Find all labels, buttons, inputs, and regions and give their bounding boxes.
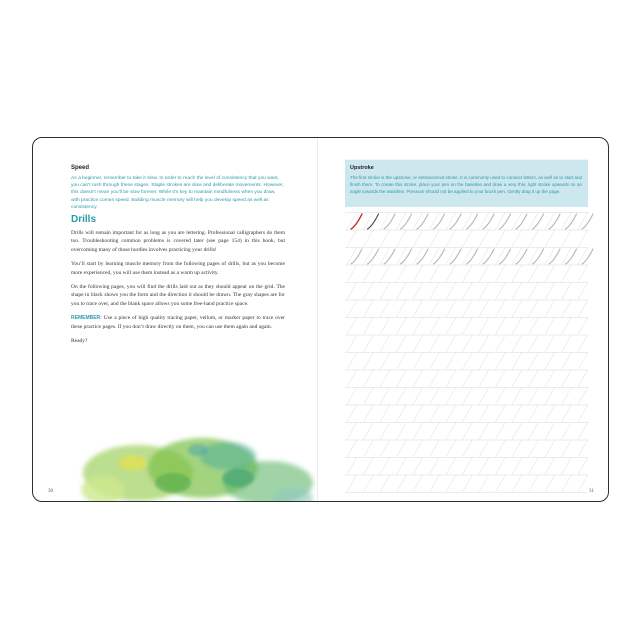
slant-line: [364, 475, 374, 493]
slant-line: [496, 422, 506, 440]
slant-line: [446, 230, 456, 248]
slant-line: [364, 335, 374, 353]
left-page-content: [71, 165, 285, 351]
slant-line: [413, 265, 423, 283]
slant-line: [380, 370, 390, 388]
slant-line: [463, 230, 473, 248]
slant-line: [512, 212, 522, 230]
slant-line: [397, 335, 407, 353]
slant-line: [562, 457, 572, 475]
drills-heading: Drills: [71, 214, 97, 226]
gray-upstroke-trace: [516, 249, 527, 264]
slant-line: [463, 335, 473, 353]
slant-line: [578, 247, 588, 265]
gray-upstroke-trace: [566, 214, 577, 229]
slant-line: [347, 405, 357, 423]
slant-line: [512, 475, 522, 493]
slant-line: [545, 265, 555, 283]
slant-line: [479, 335, 489, 353]
slant-line: [430, 300, 440, 318]
slant-line: [446, 317, 456, 335]
slant-line: [413, 405, 423, 423]
slant-line: [529, 387, 539, 405]
slant-line: [496, 247, 506, 265]
slant-line: [512, 370, 522, 388]
slant-line: [446, 352, 456, 370]
slant-line: [512, 457, 522, 475]
slant-line: [413, 457, 423, 475]
slant-line: [578, 422, 588, 440]
slant-line: [479, 300, 489, 318]
gray-upstroke-trace: [417, 214, 428, 229]
slant-line: [529, 335, 539, 353]
gray-upstroke-trace: [417, 249, 428, 264]
ready-text: Ready?: [71, 338, 88, 345]
slant-line: [397, 370, 407, 388]
slant-line: [578, 387, 588, 405]
slant-line: [380, 317, 390, 335]
slant-line: [397, 317, 407, 335]
slant-line: [562, 247, 572, 265]
slant-line: [347, 247, 357, 265]
slant-line: [529, 352, 539, 370]
slant-line: [347, 387, 357, 405]
slant-line: [545, 335, 555, 353]
slant-line: [397, 230, 407, 248]
slant-line: [578, 317, 588, 335]
slant-line: [578, 370, 588, 388]
gray-upstroke-trace: [549, 249, 560, 264]
slant-line: [562, 422, 572, 440]
slant-line: [380, 475, 390, 493]
slant-line: [512, 282, 522, 300]
slant-line: [529, 440, 539, 458]
slant-line: [364, 247, 374, 265]
slant-line: [529, 457, 539, 475]
slant-line: [479, 370, 489, 388]
slant-line: [545, 387, 555, 405]
slant-line: [529, 247, 539, 265]
page-number-left: 30: [48, 489, 53, 494]
speed-paragraph: As a beginner, remember to take it slow. In order to reach the level of consistency that you want, you can’t rush through these stages. Staple strokes are slow and deliberate movements. However, this doesn’t mean you’ll be slow forever. While it’s key to maintain mindfulness when you draw, with practice comes speed. Building muscle memory will help you develop speed as well as consistency.: [71, 176, 284, 210]
gray-upstroke-trace: [384, 214, 395, 229]
drills-paragraph-1: Drills will remain important for as long as you are lettering. Professional calligraphers do them too. Troubleshooting common problems is covered later (see page 154) in this book, but overcoming many of those hurdles involves practicing your drills!: [71, 230, 285, 253]
slant-line: [529, 405, 539, 423]
slant-line: [463, 282, 473, 300]
remember-paragraph: [71, 314, 285, 331]
gray-upstroke-trace: [401, 214, 412, 229]
gray-upstroke-trace: [467, 249, 478, 264]
slant-line: [347, 422, 357, 440]
slant-line: [380, 457, 390, 475]
slant-line: [364, 282, 374, 300]
slant-line: [364, 265, 374, 283]
slant-line: [479, 247, 489, 265]
slant-line: [347, 282, 357, 300]
slant-line: [578, 352, 588, 370]
slant-line: [562, 317, 572, 335]
slant-line: [529, 230, 539, 248]
slant-line: [562, 405, 572, 423]
slant-line: [562, 440, 572, 458]
slant-line: [430, 335, 440, 353]
slant-line: [413, 387, 423, 405]
slant-line: [413, 317, 423, 335]
slant-line: [463, 422, 473, 440]
slant-line: [413, 352, 423, 370]
slant-line: [496, 335, 506, 353]
slant-line: [364, 422, 374, 440]
slant-line: [446, 212, 456, 230]
slant-line: [496, 475, 506, 493]
slant-line: [562, 230, 572, 248]
slant-line: [578, 475, 588, 493]
slant-line: [380, 440, 390, 458]
upstroke-info-box: [345, 160, 588, 207]
slant-line: [496, 230, 506, 248]
gray-upstroke-trace: [516, 214, 527, 229]
slant-line: [413, 230, 423, 248]
slant-line: [512, 300, 522, 318]
gray-upstroke-trace: [351, 249, 362, 264]
slant-line: [529, 212, 539, 230]
slant-line: [380, 387, 390, 405]
slant-line: [562, 282, 572, 300]
guide-lines: [345, 160, 588, 493]
slant-line: [347, 475, 357, 493]
slant-line: [347, 300, 357, 318]
slant-line: [545, 247, 555, 265]
slant-line: [512, 405, 522, 423]
slant-line: [413, 335, 423, 353]
slant-line: [545, 230, 555, 248]
slant-line: [430, 422, 440, 440]
speed-heading: Speed: [71, 165, 90, 171]
remember-label: REMEMBER:: [71, 315, 102, 322]
slant-line: [347, 265, 357, 283]
slant-line: [479, 475, 489, 493]
upstroke-description: The first stroke is the upstroke, or entrance/exit stroke. It is commonly used to connect letters, as well as to start and finish them. To create this stroke, place your pen on the baseline and draw a very thin, light stroke upwards on an angle towards the waistline. Pressure should not be applied to your brush pen. Gently drag it up the page.: [350, 175, 582, 194]
slant-line: [479, 405, 489, 423]
slant-line: [364, 352, 374, 370]
slant-line: [512, 387, 522, 405]
slant-line: [397, 212, 407, 230]
slant-line: [545, 370, 555, 388]
slant-line: [578, 457, 588, 475]
slant-line: [529, 475, 539, 493]
slant-line: [562, 335, 572, 353]
slant-line: [463, 475, 473, 493]
slant-line: [364, 230, 374, 248]
slant-line: [347, 230, 357, 248]
slant-line: [446, 300, 456, 318]
slant-line: [413, 475, 423, 493]
slant-line: [364, 370, 374, 388]
gray-upstroke-trace: [483, 249, 494, 264]
slant-line: [545, 352, 555, 370]
slant-line: [496, 212, 506, 230]
slant-line: [446, 370, 456, 388]
gray-upstroke-trace: [582, 249, 593, 264]
slant-line: [397, 440, 407, 458]
slant-line: [562, 387, 572, 405]
watercolor-splash-image: [78, 428, 318, 502]
slant-line: [397, 387, 407, 405]
slant-line: [380, 212, 390, 230]
gray-upstroke-trace: [533, 249, 544, 264]
slant-line: [446, 475, 456, 493]
slant-line: [380, 230, 390, 248]
slant-line: [496, 457, 506, 475]
slant-line: [496, 300, 506, 318]
slant-line: [496, 352, 506, 370]
slant-line: [545, 422, 555, 440]
slant-line: [397, 405, 407, 423]
slant-line: [463, 405, 473, 423]
slant-line: [347, 212, 357, 230]
slant-line: [380, 265, 390, 283]
slant-line: [397, 247, 407, 265]
slant-line: [578, 405, 588, 423]
slant-line: [545, 475, 555, 493]
slant-line: [529, 317, 539, 335]
slant-line: [380, 405, 390, 423]
slant-line: [562, 370, 572, 388]
slant-line: [562, 475, 572, 493]
slant-line: [413, 440, 423, 458]
slant-line: [463, 440, 473, 458]
slant-line: [578, 300, 588, 318]
slant-line: [545, 405, 555, 423]
slant-line: [380, 247, 390, 265]
gray-upstroke-trace: [434, 249, 445, 264]
slant-line: [347, 317, 357, 335]
slant-line: [463, 212, 473, 230]
slant-line: [430, 212, 440, 230]
drills-paragraph-3: On the following pages, you will find the drills laid out as they should appear on the grid. The shape in black shows you the form and the direction it should be drawn. The gray shapes are for you to trace over, and the blank space allows you some free-hand practice space.: [71, 284, 285, 307]
slant-line: [479, 422, 489, 440]
slant-line: [380, 300, 390, 318]
slant-line: [479, 440, 489, 458]
slant-line: [479, 387, 489, 405]
slant-line: [364, 440, 374, 458]
slant-line: [413, 247, 423, 265]
slant-line: [397, 265, 407, 283]
gray-upstroke-trace: [533, 214, 544, 229]
gray-upstroke-trace: [384, 249, 395, 264]
slant-line: [347, 352, 357, 370]
left-page: [33, 138, 318, 501]
slant-line: [529, 282, 539, 300]
slant-line: [512, 352, 522, 370]
slant-line: [512, 265, 522, 283]
slant-line: [430, 405, 440, 423]
slant-line: [446, 422, 456, 440]
slant-line: [446, 265, 456, 283]
slant-line: [430, 370, 440, 388]
slant-line: [463, 247, 473, 265]
slant-line: [496, 440, 506, 458]
slant-line: [413, 212, 423, 230]
page-number-right: 31: [589, 489, 594, 494]
slant-line: [380, 422, 390, 440]
slant-line: [397, 457, 407, 475]
slant-line: [430, 387, 440, 405]
slant-line: [380, 352, 390, 370]
slant-line: [463, 265, 473, 283]
slant-line: [413, 370, 423, 388]
slant-line: [529, 300, 539, 318]
slant-line: [446, 335, 456, 353]
slant-line: [347, 335, 357, 353]
slant-line: [430, 265, 440, 283]
slant-line: [578, 230, 588, 248]
gray-upstroke-trace: [483, 214, 494, 229]
slant-line: [397, 422, 407, 440]
gray-upstroke-trace: [566, 249, 577, 264]
slant-line: [562, 300, 572, 318]
slant-line: [545, 300, 555, 318]
right-page: [318, 138, 609, 501]
slant-line: [380, 335, 390, 353]
black-upstroke-example: [351, 214, 362, 229]
slant-line: [364, 317, 374, 335]
slant-line: [347, 370, 357, 388]
slant-line: [463, 300, 473, 318]
gray-upstroke-trace: [450, 249, 461, 264]
slant-line: [496, 282, 506, 300]
slant-line: [430, 475, 440, 493]
slant-line: [446, 387, 456, 405]
slant-line: [430, 352, 440, 370]
slant-line: [545, 440, 555, 458]
slant-line: [545, 212, 555, 230]
slant-line: [496, 370, 506, 388]
slant-line: [479, 265, 489, 283]
gray-upstroke-trace: [549, 214, 560, 229]
slant-line: [347, 457, 357, 475]
slant-line: [446, 405, 456, 423]
slant-line: [562, 352, 572, 370]
slant-line: [562, 265, 572, 283]
slant-line: [479, 230, 489, 248]
slant-line: [496, 317, 506, 335]
slant-line: [413, 282, 423, 300]
slant-line: [397, 282, 407, 300]
slant-line: [512, 247, 522, 265]
slant-line: [578, 212, 588, 230]
slant-line: [496, 387, 506, 405]
slant-line: [578, 440, 588, 458]
slant-line: [430, 457, 440, 475]
slant-line: [545, 317, 555, 335]
slant-line: [446, 247, 456, 265]
upstroke-examples: [351, 214, 593, 264]
book-spread: [32, 137, 609, 502]
slant-line: [463, 457, 473, 475]
slant-line: [479, 282, 489, 300]
gray-upstroke-trace: [582, 214, 593, 229]
gray-upstroke-trace: [401, 249, 412, 264]
slant-line: [463, 370, 473, 388]
slant-line: [545, 457, 555, 475]
slant-line: [496, 265, 506, 283]
slant-line: [430, 317, 440, 335]
slant-line: [496, 405, 506, 423]
remember-text: Use a piece of high quality tracing paper, vellum, or marker paper to trace over these practice pages. If you don’t draw directly on them, you can use them again and again.: [71, 315, 285, 330]
slant-line: [446, 457, 456, 475]
slant-line: [545, 282, 555, 300]
slant-line: [529, 370, 539, 388]
slant-line: [364, 387, 374, 405]
slant-line: [413, 300, 423, 318]
gray-upstroke-trace: [368, 214, 379, 229]
gray-upstroke-trace: [450, 214, 461, 229]
slant-line: [430, 282, 440, 300]
slant-line: [479, 352, 489, 370]
slant-line: [529, 422, 539, 440]
gray-upstroke-trace: [500, 214, 511, 229]
slant-line: [463, 352, 473, 370]
slant-lines: [347, 212, 588, 492]
upstroke-title: Upstroke: [350, 165, 374, 171]
slant-line: [463, 317, 473, 335]
slant-line: [479, 457, 489, 475]
slant-line: [347, 440, 357, 458]
slant-line: [364, 457, 374, 475]
slant-line: [397, 475, 407, 493]
slant-line: [578, 335, 588, 353]
slant-line: [364, 405, 374, 423]
slant-line: [430, 230, 440, 248]
slant-line: [430, 247, 440, 265]
slant-line: [479, 212, 489, 230]
slant-line: [512, 230, 522, 248]
slant-line: [479, 317, 489, 335]
slant-line: [578, 265, 588, 283]
slant-line: [446, 282, 456, 300]
gray-upstroke-trace: [368, 249, 379, 264]
slant-line: [529, 265, 539, 283]
slant-line: [512, 440, 522, 458]
slant-line: [397, 352, 407, 370]
slant-line: [562, 212, 572, 230]
slant-line: [397, 300, 407, 318]
slant-line: [430, 440, 440, 458]
slant-line: [364, 300, 374, 318]
slant-line: [380, 282, 390, 300]
gray-upstroke-trace: [467, 214, 478, 229]
slant-line: [512, 335, 522, 353]
gray-upstroke-trace: [434, 214, 445, 229]
slant-line: [512, 422, 522, 440]
slant-line: [512, 317, 522, 335]
slant-line: [446, 440, 456, 458]
slant-line: [463, 387, 473, 405]
gray-upstroke-trace: [500, 249, 511, 264]
slant-line: [364, 212, 374, 230]
drills-paragraph-2: You’ll start by learning muscle memory from the following pages of drills, but as you become more experienced, you will use them instead as a warm up activity.: [71, 261, 285, 276]
slant-line: [413, 422, 423, 440]
slant-line: [578, 282, 588, 300]
